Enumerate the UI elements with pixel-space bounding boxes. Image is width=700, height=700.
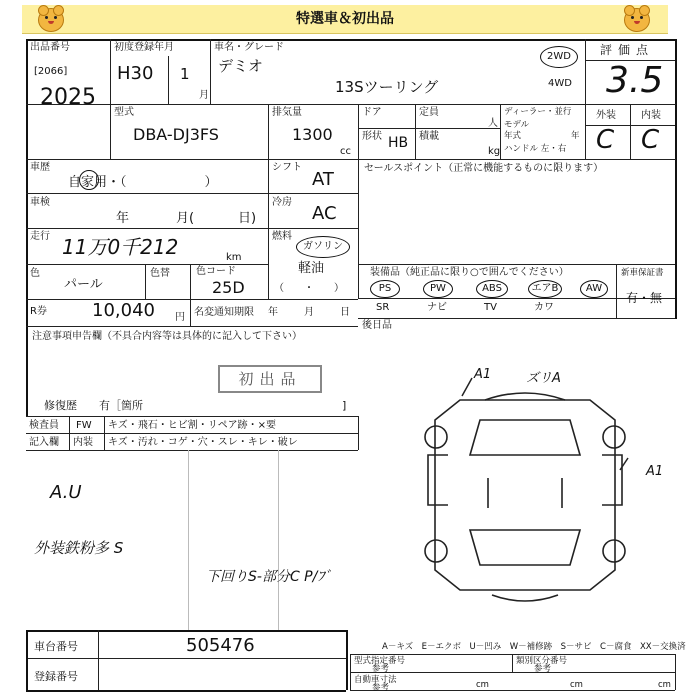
dealer-year-label: 年式 bbox=[504, 131, 522, 141]
repair-history: 修復歴 有［箇所 bbox=[44, 399, 143, 412]
model-value: DBA-DJ3FS bbox=[133, 125, 219, 144]
model-label: 型式 bbox=[114, 107, 134, 118]
shift-label: シフト bbox=[272, 162, 302, 173]
registration-label: 登録番号 bbox=[34, 670, 78, 683]
handwriting-line1: A.U bbox=[50, 482, 82, 503]
mileage-value: 11万0千212 bbox=[62, 235, 179, 259]
ac-value: AC bbox=[312, 203, 337, 224]
equipment-abs: ABS bbox=[476, 280, 508, 298]
load-label: 積載 bbox=[419, 131, 439, 142]
warranty-value: 有・無 bbox=[626, 291, 663, 305]
class-number-label: 類別区分番号 bbox=[516, 656, 568, 666]
header-banner bbox=[22, 5, 668, 34]
inspector-label: 検査員 bbox=[29, 420, 59, 431]
color-code: 25D bbox=[212, 278, 245, 297]
shape-value: HB bbox=[388, 135, 409, 151]
legend-text: A－キズ E－エクボ U－凹み W－補修跡 S－サビ C－腐食 XX－交換済 bbox=[382, 642, 686, 652]
lot-number: 2025 bbox=[40, 85, 96, 110]
size-cm-3: cm bbox=[658, 680, 671, 690]
tax-label: 名変通知期限 bbox=[194, 307, 254, 318]
type-number-label: 型式指定番号 bbox=[354, 656, 406, 666]
lot-label: 出品番号 bbox=[30, 42, 70, 53]
capacity-label: 定員 bbox=[419, 107, 439, 118]
first-reg-month-unit: 月 bbox=[199, 90, 209, 101]
warranty-label: 新車保証書 bbox=[621, 268, 664, 278]
mileage-label: 走行 bbox=[30, 231, 50, 242]
bear-logo-icon bbox=[38, 8, 64, 32]
equipment-leather: カワ bbox=[534, 302, 554, 313]
diagram-zu-a: ズリA bbox=[526, 371, 561, 386]
entry-interior-text: キズ・汚れ・コゲ・穴・スレ・キレ・破レ bbox=[108, 437, 298, 448]
load-unit: kg bbox=[488, 146, 501, 157]
equipment-navi: ナビ bbox=[427, 302, 447, 313]
equipment-tv: TV bbox=[484, 302, 497, 313]
ac-label: 冷房 bbox=[272, 197, 292, 208]
fw-text: キズ・飛石・ヒビ割・リペア跡・×要 bbox=[108, 420, 276, 431]
chassis-label: 車台番号 bbox=[34, 640, 78, 653]
fuel-diesel: 軽油 bbox=[298, 261, 325, 276]
entry-label: 記入欄 bbox=[29, 437, 59, 448]
car-name-label: 車名・グレード bbox=[214, 42, 284, 53]
fw-label: FW bbox=[76, 420, 92, 431]
interior-label: 内装 bbox=[641, 110, 661, 121]
fuel-label: 燃料 bbox=[272, 231, 292, 242]
size-cm-1: cm bbox=[476, 680, 489, 690]
equipment-ps: PS bbox=[370, 280, 400, 298]
first-listing-stamp: 初出品 bbox=[218, 365, 322, 393]
car-grade: 13Sツーリング bbox=[335, 78, 439, 96]
diagram-a1-side: A1 bbox=[646, 464, 664, 479]
lot-sub-number: [2066] bbox=[34, 66, 68, 77]
tax-year: 年 bbox=[268, 307, 278, 318]
drive-4wd: 4WD bbox=[548, 78, 572, 89]
interior-value: C bbox=[641, 125, 660, 155]
drive-2wd: 2WD bbox=[540, 46, 578, 68]
chassis-number: 505476 bbox=[186, 635, 255, 656]
history-value: 自家用・（ ） bbox=[68, 175, 218, 190]
dealer-year-unit: 年 bbox=[571, 131, 580, 141]
price-unit: 円 bbox=[175, 312, 185, 323]
size-cm-2: cm bbox=[570, 680, 583, 690]
color-label: 色 bbox=[30, 268, 40, 279]
class-number-ref: 参考 bbox=[534, 664, 552, 674]
car-name: デミオ bbox=[218, 57, 264, 75]
color-swap-label: 色替 bbox=[150, 268, 170, 279]
tax-month: 月 bbox=[304, 307, 314, 318]
inspection-year: 年 bbox=[116, 211, 130, 226]
after-items-label: 後日品 bbox=[362, 320, 392, 331]
mileage-unit: km bbox=[226, 252, 242, 263]
type-number-ref: 参考 bbox=[372, 664, 390, 674]
score-label: 評価点 bbox=[600, 43, 655, 57]
dealer-label: ディーラー・並行 bbox=[504, 107, 572, 117]
inspection-label: 車検 bbox=[30, 197, 50, 208]
capacity-unit: 人 bbox=[488, 118, 498, 129]
entry-interior-label: 内装 bbox=[73, 437, 93, 448]
displacement-value: 1300 bbox=[292, 125, 333, 144]
price-value: 10,040 bbox=[92, 300, 155, 321]
equipment-aw: AW bbox=[580, 280, 608, 298]
first-reg-month: 1 bbox=[180, 65, 190, 83]
handwriting-line2: 外装鉄粉多 S bbox=[34, 539, 124, 557]
fuel-gasoline: ガソリン bbox=[296, 236, 350, 258]
size-ref: 参考 bbox=[372, 683, 390, 693]
dealer-model-label: モデル bbox=[504, 120, 530, 130]
shape-label: 形状 bbox=[362, 131, 382, 142]
color-code-label: 色コード bbox=[196, 266, 236, 277]
equipment-airbag: エアB bbox=[528, 280, 562, 298]
shift-value: AT bbox=[312, 169, 334, 190]
tax-day: 日 bbox=[340, 307, 350, 318]
exterior-value: C bbox=[596, 125, 615, 155]
equipment-pw: PW bbox=[423, 280, 453, 298]
displacement-label: 排気量 bbox=[272, 107, 302, 118]
color-value: パール bbox=[64, 277, 103, 292]
page-title: 特選車＆初出品 bbox=[296, 11, 394, 27]
bear-logo-icon bbox=[624, 8, 650, 32]
dealer-handle-label: ハンドル 左・右 bbox=[504, 144, 567, 154]
equipment-label: 装備品（純正品に限り○で囲んでください） bbox=[370, 267, 569, 278]
sales-point-label: セールスポイント（正常に機能するものに限ります） bbox=[364, 163, 604, 174]
equipment-sr: SR bbox=[376, 302, 390, 313]
displacement-unit: cc bbox=[340, 146, 351, 157]
score-value: 3.5 bbox=[606, 60, 664, 101]
car-damage-diagram bbox=[410, 360, 680, 620]
history-label: 車歴 bbox=[30, 162, 50, 173]
history-circle bbox=[79, 170, 99, 190]
fuel-paren: （ ・ ） bbox=[274, 283, 344, 294]
first-reg-label: 初度登録年月 bbox=[114, 42, 174, 53]
price-label: R券 bbox=[30, 306, 47, 317]
inspection-day: 日) bbox=[238, 211, 257, 226]
door-label: ドア bbox=[362, 107, 382, 118]
notes-label: 注意事項申告欄（不具合内容等は具体的に記入して下さい） bbox=[32, 331, 302, 342]
first-reg-era-year: H30 bbox=[117, 63, 154, 84]
handwriting-line3: 下回りS-部分C P/ﾌﾞ bbox=[206, 569, 332, 585]
exterior-label: 外装 bbox=[596, 110, 616, 121]
size-label: 自動車寸法 bbox=[354, 675, 397, 685]
diagram-a1-top: A1 bbox=[474, 367, 492, 382]
inspection-month: 月( bbox=[176, 211, 195, 226]
